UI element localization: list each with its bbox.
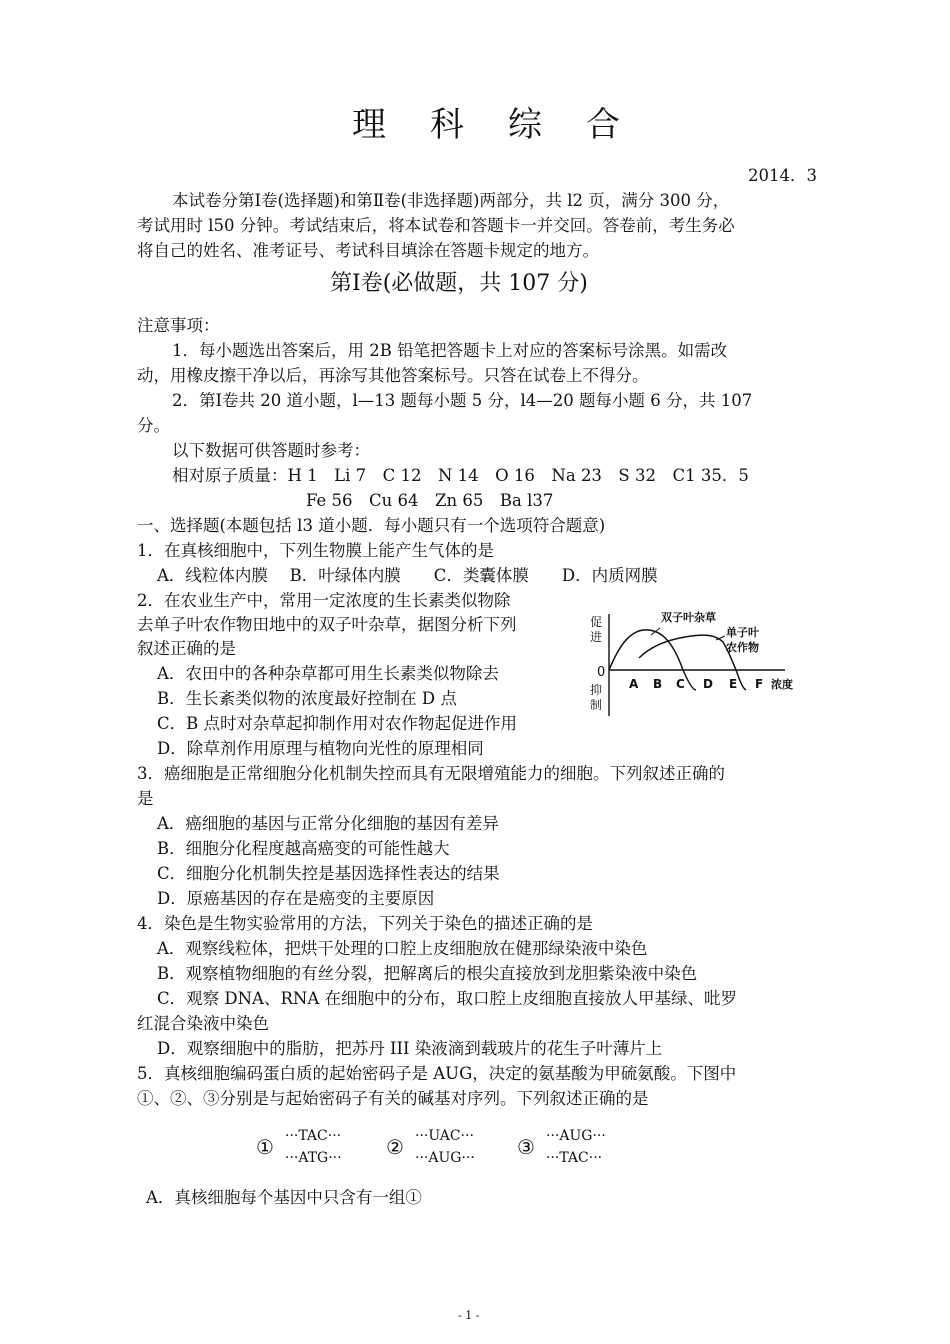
exam-date: 2014．3 [748, 166, 817, 185]
sequence-top: ···TAC··· [285, 1128, 342, 1144]
sequence-bottom: ···AUG··· [415, 1150, 475, 1166]
q4-option-c-cont: 红混合染液中染色 [137, 1014, 269, 1033]
inhibit-label: 制 [590, 698, 603, 712]
sequence-1 [256, 1128, 342, 1166]
page-title [352, 105, 620, 145]
q2-option-c: C．B 点时对杂草起抑制作用对农作物起促进作用 [157, 714, 517, 733]
sequence-top: ···AUG··· [546, 1128, 606, 1144]
q2-stem-cont: 叙述正确的是 [137, 639, 236, 658]
point-label: C [676, 677, 685, 691]
q2-stem-cont: 去单子叶农作物田地中的双子叶杂草，据图分析下列 [137, 615, 517, 634]
monocot-crop-label: 农作物 [726, 641, 759, 654]
intro-line: 将自己的姓名、准考证号、考试科目填涂在答题卡规定的地方。 [137, 241, 599, 260]
note-item-2: 2．第Ⅰ卷共 20 道小题，l—13 题每小题 5 分，l4—20 题每小题 6 分，共 107 [172, 391, 753, 410]
promote-label: 促 [590, 615, 603, 629]
atomic-masses-cont: Fe 56 Cu 64 Zn 65 Ba l37 [306, 491, 554, 510]
section-title: 第Ⅰ卷(必做题，共 107 分) [330, 271, 588, 296]
auxin-curve-figure [585, 608, 815, 718]
q1-options: A．线粒体内膜 B．叶绿体内膜 C．类囊体膜 D．内质网膜 [157, 566, 658, 585]
point-label: A [629, 677, 639, 691]
promote-label: 进 [590, 630, 603, 644]
dicot-weed-label: 双子叶杂草 [661, 611, 716, 624]
q2-stem: 2．在农业生产中，常用一定浓度的生长素类似物除 [137, 591, 511, 610]
title-char: 合 [586, 105, 620, 145]
codon-sequence-figure [252, 1123, 632, 1173]
monocot-crop-label: 单子叶 [726, 626, 759, 639]
q4-option-a: A．观察线粒体，把烘干处理的口腔上皮细胞放在健那绿染液中染色 [157, 939, 648, 958]
title-char: 综 [508, 105, 542, 145]
q3-option-c: C．细胞分化机制失控是基因选择性表达的结果 [157, 864, 500, 883]
q5-option-a: A．真核细胞每个基因中只含有一组① [146, 1188, 422, 1207]
point-label: F [755, 677, 764, 691]
sequence-mark: ① [256, 1135, 274, 1159]
q3-stem-cont: 是 [137, 789, 154, 808]
q3-option-d: D．原癌基因的存在是癌变的主要原因 [157, 889, 435, 908]
q3-option-b: B．细胞分化程度越高癌变的可能性越大 [157, 839, 450, 858]
y-axis-labels [590, 615, 605, 712]
sequence-bottom: ···TAC··· [546, 1150, 603, 1166]
q1-stem: 1．在真核细胞中，下列生物膜上能产生气体的是 [137, 541, 494, 560]
part1-heading: 一、选择题(本题包括 l3 道小题．每小题只有一个选项符合题意) [137, 516, 606, 535]
q4-option-b: B．观察植物细胞的有丝分裂，把解离后的根尖直接放到龙胆紫染液中染色 [157, 964, 698, 983]
note-item-2-cont: 分。 [137, 416, 170, 435]
q2-option-b: B．生长紊类似物的浓度最好控制在 D 点 [157, 689, 457, 708]
reference-intro: 以下数据可供答题时参考： [172, 441, 370, 460]
q3-option-a: A．癌细胞的基因与正常分化细胞的基因有差异 [157, 814, 499, 833]
sequence-2 [386, 1128, 475, 1166]
q4-stem: 4．染色是生物实验常用的方法，下列关于染色的描述正确的是 [137, 914, 593, 933]
q5-stem: 5．真核细胞编码蛋白质的起始密码子是 AUG，决定的氨基酸为甲硫氨酸。下图中 [137, 1064, 737, 1083]
title-char: 科 [430, 105, 464, 145]
inhibit-label: 抑 [590, 683, 603, 697]
zero-label: 0 [597, 665, 606, 680]
sequence-mark: ② [386, 1135, 404, 1159]
intro-line: 本试卷分第Ⅰ卷(选择题)和第Ⅱ卷(非选择题)两部分，共 l2 页，满分 300 分， [172, 191, 730, 210]
title-char: 理 [352, 105, 386, 145]
atomic-masses: 相对原子质量：H 1 Li 7 C 12 N 14 O 16 Na 23 S 32 C1 35．5 [172, 466, 749, 485]
note-item-1-cont: 动，用橡皮擦干净以后，再涂写其他答案标号。只答在试卷上不得分。 [137, 366, 649, 385]
q4-option-c: C．观察 DNA、RNA 在细胞中的分布，取口腔上皮细胞直接放人甲基绿、吡罗 [157, 989, 737, 1008]
sequence-top: ···UAC··· [415, 1128, 474, 1144]
q4-option-d: D．观察细胞中的脂肪，把苏丹 III 染液滴到载玻片的花生子叶薄片上 [157, 1039, 663, 1058]
notes-heading: 注意事项： [137, 316, 220, 335]
point-label: E [729, 677, 738, 691]
q5-stem-cont: ①、②、③分别是与起始密码子有关的碱基对序列。下列叙述正确的是 [137, 1089, 649, 1108]
point-label: D [703, 677, 713, 691]
q2-option-d: D．除草剂作用原理与植物向光性的原理相同 [157, 739, 484, 758]
sequence-3 [517, 1128, 606, 1166]
sequence-bottom: ···ATG··· [285, 1150, 342, 1166]
intro-line: 考试用时 l50 分钟。考试结束后，将本试卷和答题卡一并交回。答卷前，考生务必 [137, 216, 735, 235]
dicot-pointer [651, 628, 660, 635]
note-item-1: 1．每小题选出答案后，用 2B 铅笔把答题卡上对应的答案标号涂黑。如需改 [172, 341, 728, 360]
point-label: B [653, 677, 663, 691]
x-axis-label: 浓度 [771, 678, 793, 691]
q3-stem: 3．癌细胞是正常细胞分化机制失控而具有无限增殖能力的细胞。下列叙述正确的 [137, 764, 725, 783]
q2-option-a: A．农田中的各种杂草都可用生长素类似物除去 [157, 664, 499, 683]
page-number: - 1 - [458, 1309, 480, 1322]
sequence-mark: ③ [517, 1135, 535, 1159]
